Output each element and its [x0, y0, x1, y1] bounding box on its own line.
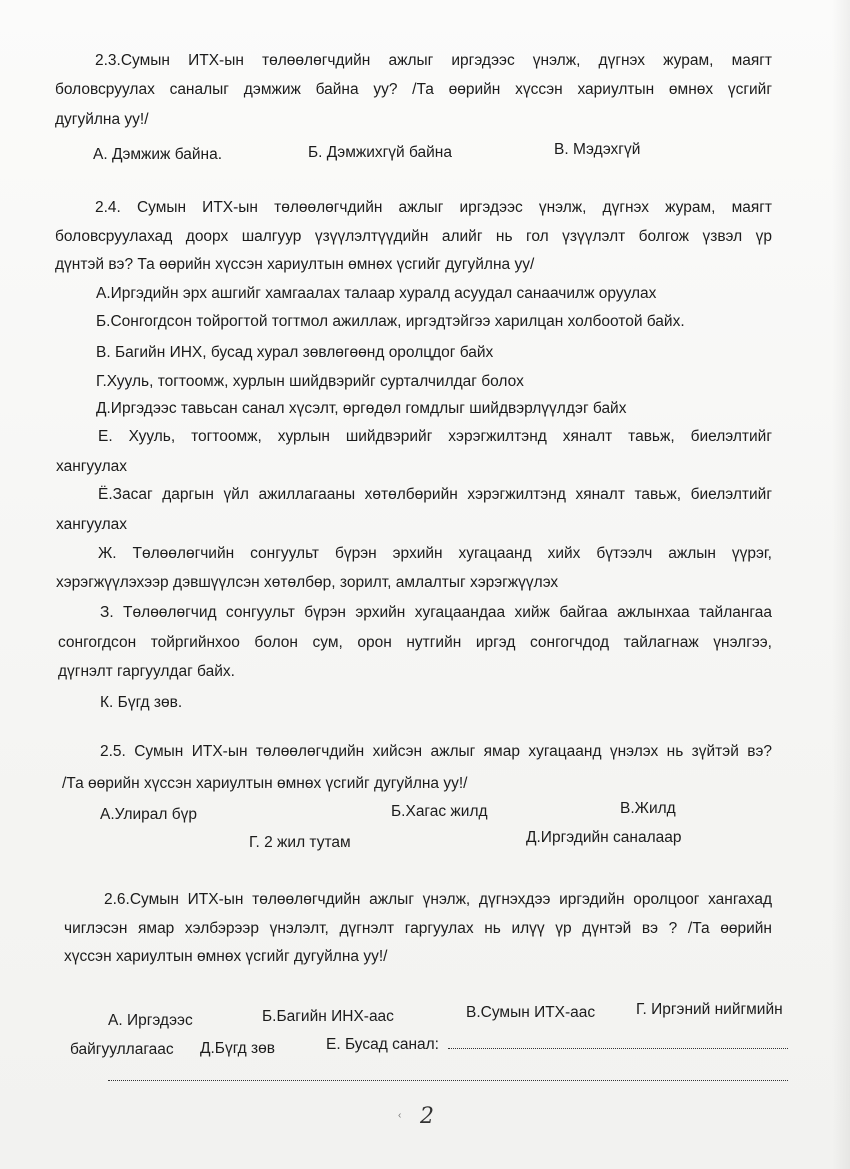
q24-option-z-line-2[interactable]: сонгогдсон тойргийнхоо болон сум, орон нутгийн иргэд сонгогчдод тайлагнаж үнэлгээ, [58, 634, 772, 651]
q24-option-z-line-1[interactable]: З. Төлөөлөгчид сонгуульт бүрэн эрхийн хугацаандаа хийж байгаа ажлынхаа тайлангаа [100, 604, 772, 621]
q26-line-2: чиглэсэн ямар хэлбэрээр үнэлэлт, дүгнэлт гаргуулах нь илүү үр дүнтэй вэ ? /Та өөрийн [64, 920, 772, 937]
q24-option-z-line-3[interactable]: дүгнэлт гаргуулдаг байх. [58, 663, 235, 680]
q24-option-e-line-1[interactable]: Е. Хууль, тогтоомж, хурлын шийдвэрийг хэрэгжилтэнд хяналт тавьж, биелэлтийг [98, 428, 772, 445]
q24-option-yo-line-1[interactable]: Ё.Засаг даргын үйл ажиллагааны хөтөлбөрийн хэрэгжилтэнд хяналт тавьж, биелэлтийг [98, 486, 772, 503]
q25-line-2: /Та өөрийн хүссэн хариултын өмнөх үсгийг дугуйлна уу!/ [62, 775, 468, 792]
q25-option-b[interactable]: Б.Хагас жилд [391, 803, 488, 820]
q26-option-g-line-2[interactable]: байгууллагаас [70, 1041, 174, 1058]
q24-line-2: боловсруулахад доорх шалгуур үзүүлэлтүүдийн алийг нь гол үзүүлэлт болгож үзвэл үр [55, 228, 772, 245]
q26-option-g-line-1[interactable]: Г. Иргэний нийгмийн [636, 1001, 783, 1018]
q25-line-1: 2.5. Сумын ИТХ-ын төлөөлөгчдийн хийсэн ажлыг ямар хугацаанд үнэлэх нь зүйтэй вэ? [100, 743, 772, 760]
q26-line-1: 2.6.Сумын ИТХ-ын төлөөлөгчдийн ажлыг үнэлж, дүгнэхдээ иргэдийн оролцоог хангахад [104, 891, 772, 908]
q25-option-c[interactable]: В.Жилд [620, 800, 676, 817]
q24-option-d[interactable]: Д.Иргэдээс тавьсан санал хүсэлт, өргөдөл гомдлыг шийдвэрлүүлдэг байх [96, 400, 627, 417]
q26-option-a[interactable]: А. Иргэдээс [108, 1012, 193, 1029]
q26-option-e-label[interactable]: Е. Бусад санал: [326, 1036, 439, 1053]
q24-option-g[interactable]: Г.Хууль, тогтоомж, хурлын шийдвэрийг сурталчилдаг болох [96, 373, 524, 390]
q23-option-b[interactable]: Б. Дэмжихгүй байна [308, 144, 452, 161]
q23-line-2: боловсруулах саналыг дэмжиж байна уу? /Та өөрийн хүссэн хариултын өмнөх үсгийг [55, 81, 772, 98]
q26-line-3: хүссэн хариултын өмнөх үсгийг дугуйлна уу!/ [64, 948, 388, 965]
q25-option-a[interactable]: А.Улирал бүр [100, 806, 197, 823]
page-edge-shadow [832, 0, 850, 1169]
q24-option-j-line-1[interactable]: Ж. Төлөөлөгчийн сонгуульт бүрэн эрхийн хугацаанд хийх бүтээлч ажлын үүрэг, [98, 545, 772, 562]
q26-option-v[interactable]: В.Сумын ИТХ-аас [466, 1004, 596, 1021]
q25-option-e[interactable]: Д.Иргэдийн саналаар [526, 829, 682, 846]
q24-option-a[interactable]: А.Иргэдийн эрх ашгийг хамгаалах талаар хуралд асуудал санаачилж оруулах [96, 285, 657, 302]
q24-option-k[interactable]: К. Бүгд зөв. [100, 694, 183, 711]
other-answer-line-2[interactable] [108, 1080, 788, 1081]
q24-option-b[interactable]: Б.Сонгогдсон тойрогтой тогтмол ажиллаж, иргэдтэйгээ харилцан холбоотой байх. [96, 313, 685, 330]
q23-line-3: дугуйлна уу!/ [55, 111, 149, 128]
q26-option-d[interactable]: Д.Бүгд зөв [200, 1040, 275, 1057]
q23-line-1: 2.3.Сумын ИТХ-ын төлөөлөгчдийн ажлыг иргэдээс үнэлж, дүгнэх журам, маягт [95, 52, 772, 69]
q23-option-a[interactable]: А. Дэмжиж байна. [93, 146, 223, 163]
q24-option-j-line-2[interactable]: хэрэгжүүлэхээр дэвшүүлсэн хөтөлбөр, зорилт, амлалтыг хэрэгжүүлэх [56, 574, 559, 591]
q24-option-yo-line-2[interactable]: хангуулах [56, 516, 127, 533]
page-number: 2 [420, 1104, 434, 1129]
q24-line-3: дүнтэй вэ? Та өөрийн хүссэн хариултын өмнөх үсгийг дугуйлна уу/ [55, 256, 535, 273]
q26-option-b[interactable]: Б.Багийн ИНХ-аас [262, 1008, 394, 1025]
q24-line-1: 2.4. Сумын ИТХ-ын төлөөлөгчдийн ажлыг иргэдээс үнэлж, дүгнэх журам, маягт [95, 199, 772, 216]
q23-option-c[interactable]: В. Мэдэхгүй [554, 141, 641, 158]
other-answer-line-1[interactable] [448, 1048, 788, 1049]
page-mark: ‹ [398, 1110, 402, 1121]
q24-option-v[interactable]: В. Багийн ИНХ, бусад хурал зөвлөгөөнд оролцдог байх [96, 344, 494, 361]
q25-option-d[interactable]: Г. 2 жил тутам [249, 834, 351, 851]
q24-option-e-line-2[interactable]: хангуулах [56, 458, 127, 475]
